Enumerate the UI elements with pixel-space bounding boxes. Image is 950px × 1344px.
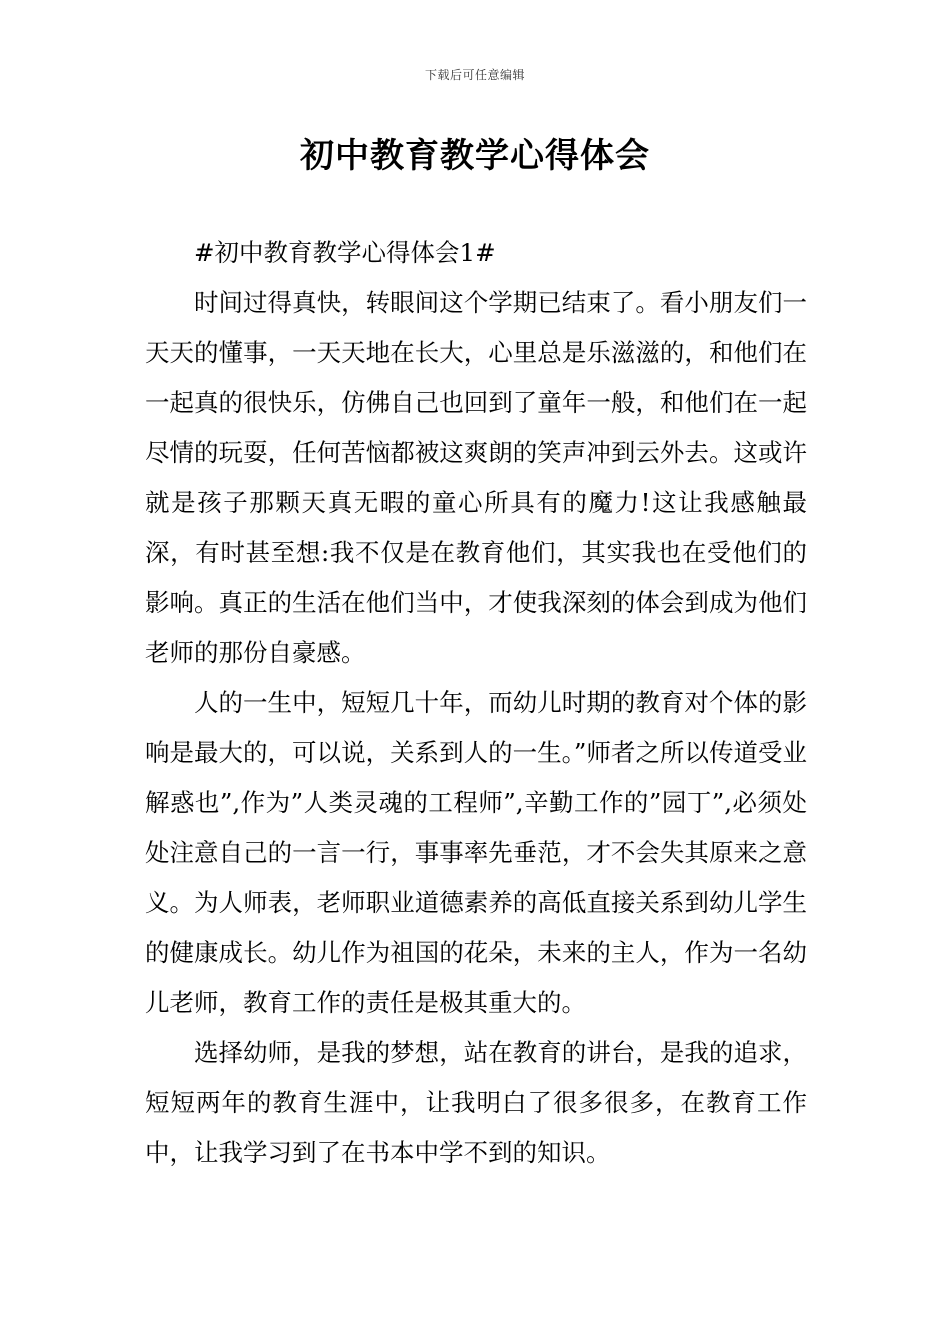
document-title: 初中教育教学心得体会 — [300, 136, 650, 176]
paragraph-3: 选择幼师，是我的梦想，站在教育的讲台，是我的追求，短短两年的教育生涯中，让我明白了很多很多，在教育工作中，让我学习到了在书本中学不到的知识。 — [145, 1038, 807, 1167]
paragraph-2: 人的一生中，短短几十年，而幼儿时期的教育对个体的影响是最大的，可以说，关系到人的一生。”师者之所以传道受业解惑也”,作为”人类灵魂的工程师”,辛勤工作的”园丁”,必须处处注意自己的一言一行，事事率先垂范，才不会失其原来之意义。为人师表，老师职业道德素养的高低直接关系到幼儿学生的健康成长。幼儿作为祖国的花朵，未来的主人，作为一名幼儿老师，教育工作的责任是极其重大的。 — [145, 688, 807, 1017]
document-body — [145, 228, 807, 1178]
paragraph-1: 时间过得真快，转眼间这个学期已结束了。看小朋友们一天天的懂事，一天天地在长大，心里总是乐滋滋的，和他们在一起真的很快乐，仿佛自己也回到了童年一般，和他们在一起尽情的玩耍，任何苦恼都被这爽朗的笑声冲到云外去。这或许就是孩子那颗天真无暇的童心所具有的魔力!这让我感触最深，有时甚至想:我不仅是在教育他们，其实我也在受他们的影响。真正的生活在他们当中，才使我深刻的体会到成为他们老师的那份自豪感。 — [145, 288, 807, 667]
header-note: 下载后可任意编辑 — [424, 68, 525, 82]
section-heading: #初中教育教学心得体会1# — [194, 238, 496, 267]
